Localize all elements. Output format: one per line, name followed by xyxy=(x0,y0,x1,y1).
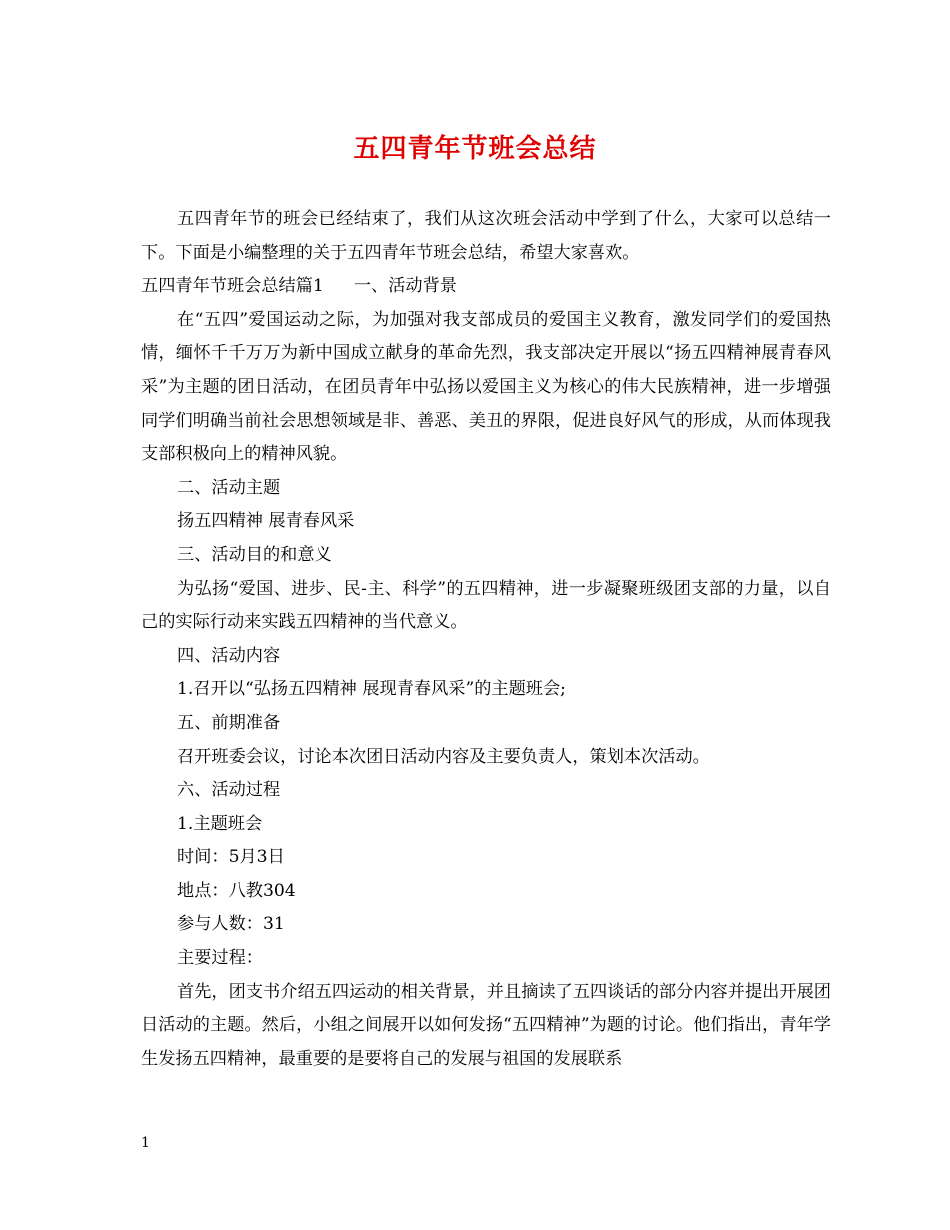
page-number: 1 xyxy=(141,1135,150,1151)
section-heading-background: 一、活动背景 xyxy=(353,276,457,297)
section-heading-line xyxy=(141,270,831,304)
theme-text: 扬五四精神 展青春风采 xyxy=(177,511,355,532)
intro-paragraph: 五四青年节的班会已经结束了，我们从这次班会活动中学到了什么，大家可以总结一下。下面是小编整理的关于五四青年节班会总结，希望大家喜欢。 xyxy=(141,209,831,263)
section-heading-content: 四、活动内容 xyxy=(177,645,281,666)
purpose-paragraph: 为弘扬“爱国、进步、民-主、科学”的五四精神，进一步凝聚班级团支部的力量，以自己的实际行动来实践五四精神的当代意义。 xyxy=(141,578,831,633)
process-item-1: 1.主题班会 xyxy=(177,813,263,834)
main-process-paragraph: 首先，团支书介绍五四运动的相关背景，并且摘读了五四谈话的部分内容并提出开展团日活动的主题。然后，小组之间展开以如何发扬“五四精神”为题的讨论。他们指出，青年学生发扬五四精神，最重要的是要将自己的发展与祖国的发展联系 xyxy=(141,981,831,1069)
participants-line: 参与人数：31 xyxy=(177,914,285,935)
section-heading-theme: 二、活动主题 xyxy=(177,477,281,498)
main-process-label: 主要过程： xyxy=(177,948,263,969)
section-heading-process: 六、活动过程 xyxy=(177,780,281,801)
section-heading-purpose: 三、活动目的和意义 xyxy=(177,544,332,565)
document-body xyxy=(141,203,831,1076)
background-paragraph: 在“五四”爱国运动之际，为加强对我支部成员的爱国主义教育，激发同学们的爱国热情，缅怀千千万万为新中国成立献身的革命先烈，我支部决定开展以“扬五四精神展青春风采”为主题的团日活动，在团员青年中弘扬以爱国主义为核心的伟大民族精神，进一步增强同学们明确当前社会思想领域是非、善恶、美丑的界限，促进良好风气的形成，从而体现我支部积极向上的精神风貌。 xyxy=(141,309,831,465)
location-line: 地点：八教304 xyxy=(177,880,296,901)
preparation-paragraph: 召开班委会议，讨论本次团日活动内容及主要负责人，策划本次活动。 xyxy=(177,746,710,767)
article-label: 五四青年节班会总结篇1 xyxy=(141,276,324,297)
document-title: 五四青年节班会总结 xyxy=(353,134,597,164)
content-item-1: 1.召开以“弘扬五四精神 展现青春风采”的主题班会; xyxy=(177,679,566,700)
section-heading-preparation: 五、前期准备 xyxy=(177,712,281,733)
time-line: 时间：5月3日 xyxy=(177,847,285,868)
